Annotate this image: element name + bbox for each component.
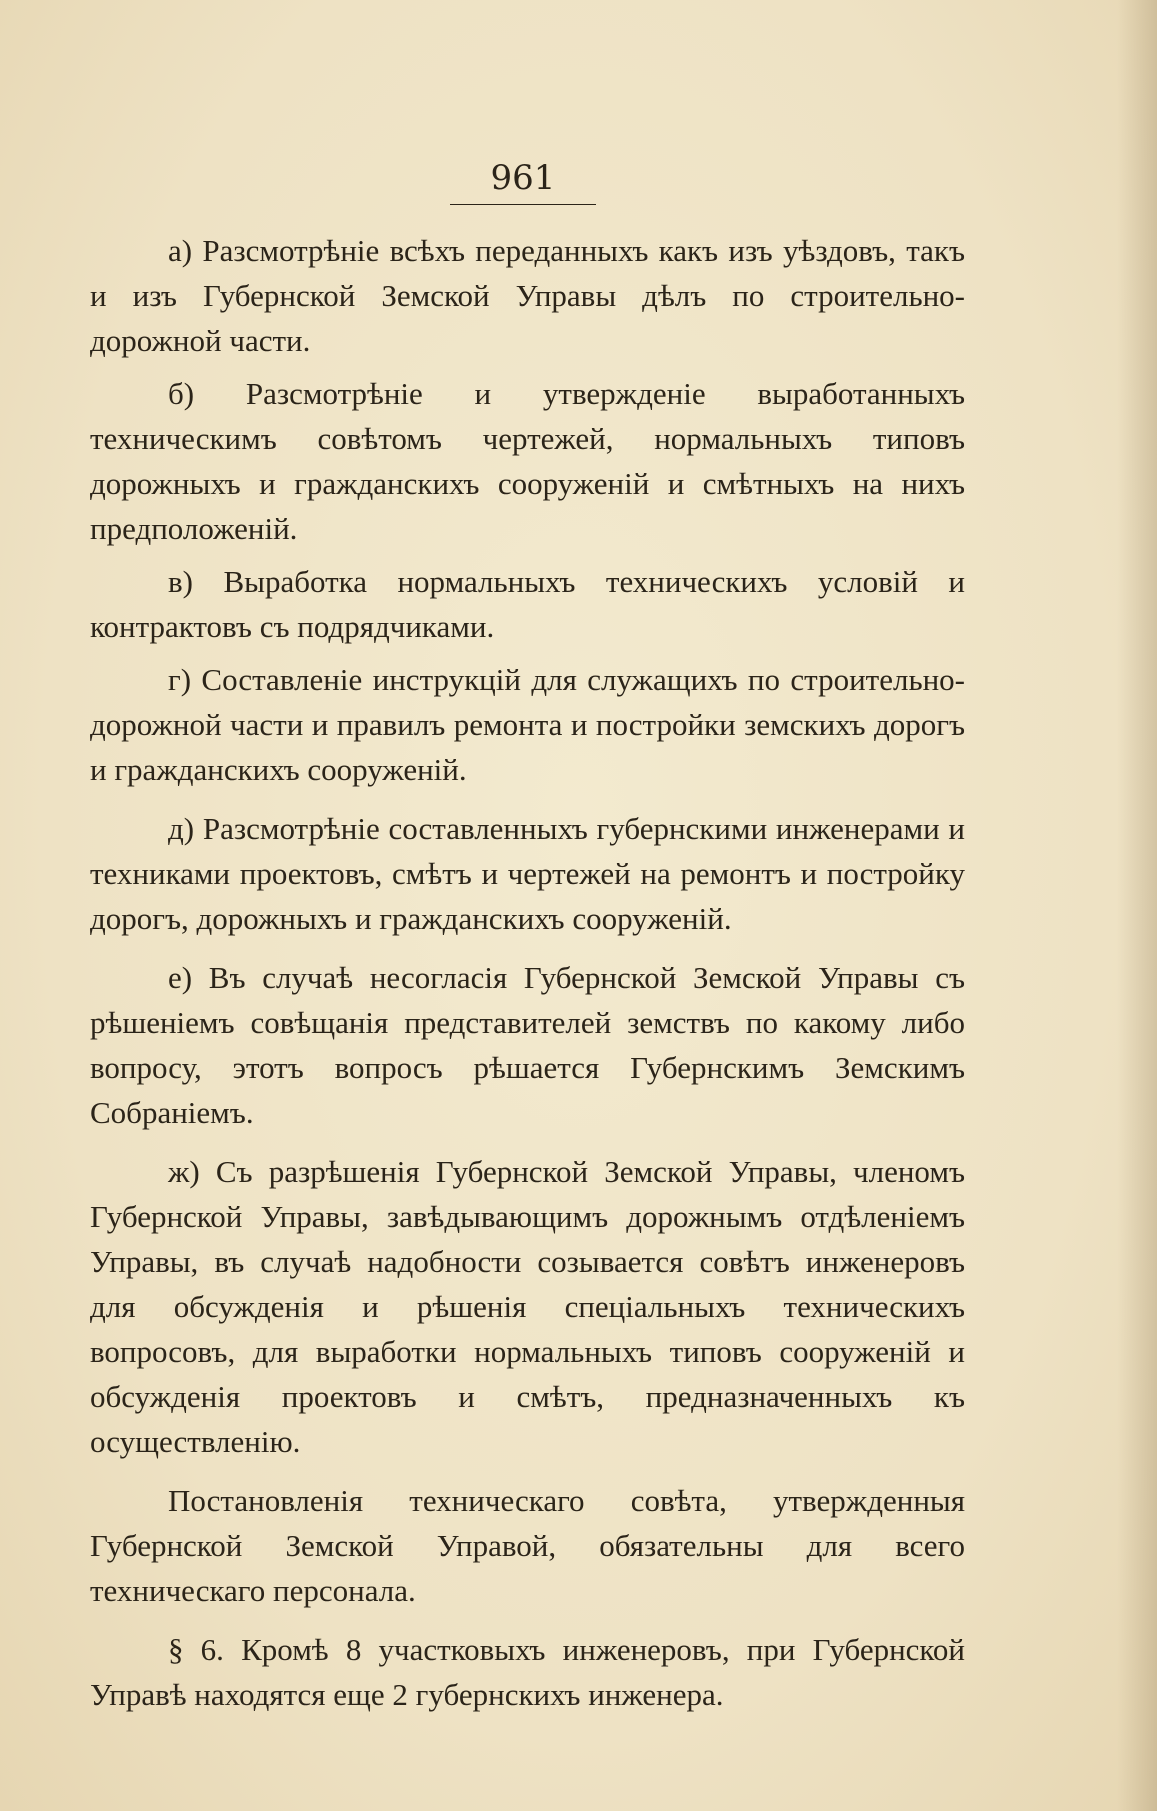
page-number: 961 — [490, 158, 556, 198]
paragraph-d: д) Разсмотрѣніе составленныхъ губернскими инженерами и техниками проектовъ, смѣтъ и чертежей на ремонтъ и постройку дорогъ, дорожныхъ и гражданскихъ сооруженій. — [90, 811, 965, 936]
paragraph-b: б) Разсмотрѣніе и утвержденіе выработанныхъ техническимъ совѣтомъ чертежей, нормальныхъ типовъ дорожныхъ и гражданскихъ сооруженій и смѣтныхъ на нихъ предположеній. — [90, 376, 965, 546]
paragraph-a: а) Разсмотрѣніе всѣхъ переданныхъ какъ изъ уѣздовъ, такъ и изъ Губернской Земской Управы дѣлъ по строительно-дорожной части. — [90, 233, 965, 358]
paragraph-zh: ж) Съ разрѣшенія Губернской Земской Управы, членомъ Губернской Управы, завѣдывающимъ дорожнымъ отдѣленіемъ Управы, въ случаѣ надобности созывается совѣтъ инженеровъ для обсужденія и рѣшенія спеціальныхъ техническихъ вопросовъ, для выработки нормальныхъ типовъ сооруженій и обсужденія проектовъ и смѣтъ, предназначенныхъ къ осуществленію. — [90, 1154, 965, 1459]
paragraph-resolutions: Постановленія техническаго совѣта, утвержденныя Губернской Земской Управой, обязательны для всего техническаго персонала. — [90, 1483, 965, 1608]
paragraph-v: в) Выработка нормальныхъ техническихъ условій и контрактовъ съ подрядчиками. — [90, 564, 965, 644]
paragraph-e: е) Въ случаѣ несогласія Губернской Земской Управы съ рѣшеніемъ совѣщанія представителей земствъ по какому либо вопросу, этотъ вопросъ рѣшается Губернскимъ Земскимъ Собраніемъ. — [90, 960, 965, 1130]
page-edge-shadow — [1117, 0, 1157, 1811]
body-text — [90, 228, 965, 1725]
paragraph-g: г) Составленіе инструкцій для служащихъ по строительно-дорожной части и правилъ ремонта и постройки земскихъ дорогъ и гражданскихъ сооруженій. — [90, 662, 965, 787]
header-rule — [450, 204, 596, 205]
paragraph-section-6: § 6. Кромѣ 8 участковыхъ инженеровъ, при Губернской Управѣ находятся еще 2 губернскихъ инженера. — [90, 1632, 965, 1712]
